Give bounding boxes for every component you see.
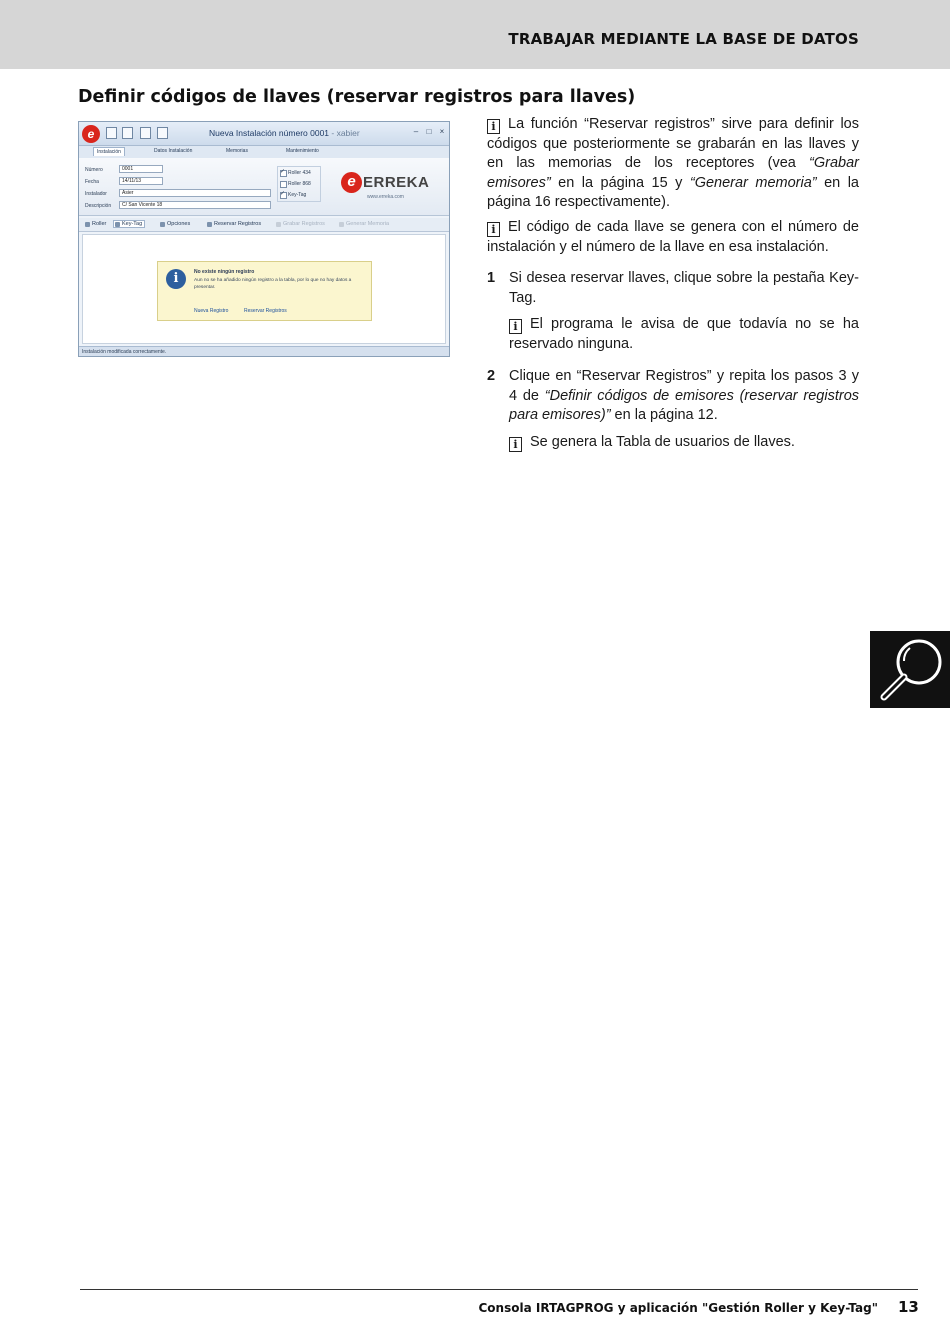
field-numero: 0001: [119, 165, 163, 173]
step-1-text: Si desea reservar llaves, clique sobre la pestaña Key-Tag.: [509, 270, 859, 306]
device-checkboxes: [277, 166, 321, 202]
note1-text: La función “Reservar registros” sirve para definir los códigos que posteriormente se grabarán en las llaves y en las memorias de los receptores (vea: [487, 116, 859, 171]
clipboard-icon: [157, 127, 168, 139]
status-bar: [79, 346, 449, 356]
app-logo-icon: e: [82, 125, 100, 143]
field-label-numero: Número: [85, 167, 103, 173]
note1-text-middle: en la página 15 y: [550, 174, 690, 191]
footer-text: Consola IRTAGPROG y aplicación "Gestión Roller y Key-Tag": [478, 1301, 878, 1315]
maximize-icon: □: [426, 127, 432, 136]
ref-generar-memoria: “Generar memoria”: [689, 174, 817, 191]
info-icon: i: [509, 437, 522, 452]
empty-table-message: [157, 261, 372, 321]
brand-name: ERREKA: [363, 174, 430, 191]
step-1-note: [509, 315, 859, 354]
minimize-icon: –: [413, 127, 419, 136]
window-toolbar: [79, 218, 449, 232]
side-tab: [870, 631, 950, 708]
checkbox-roller-434: Roller 434 ✓: [280, 170, 311, 176]
magnifier-icon: [870, 631, 950, 708]
toolbar-reservar-registros: Reservar Registros: [207, 221, 261, 227]
step-2-text: [509, 367, 859, 426]
link-reservar-registros: Reservar Registros: [244, 308, 287, 314]
tab-datos-instalacion: Datos Instalación: [154, 148, 193, 154]
toolbar-key-tag: Key-Tag: [113, 220, 145, 228]
link-nuevo-registro: Nueva Registro: [194, 308, 229, 314]
ref-definir-codigos-emisores: “Definir códigos de emisores (reservar registros para emisores)”: [509, 387, 860, 423]
tools-icon: [106, 127, 117, 139]
erreka-brand: [341, 168, 441, 202]
window-content: [82, 234, 446, 344]
erreka-logo-icon: e: [341, 172, 362, 193]
note-codigo-llave: [487, 218, 859, 257]
brand-url: www.erreka.com: [367, 194, 404, 200]
step-number: 1: [487, 270, 496, 286]
close-icon: ×: [439, 127, 445, 136]
checkbox-roller-868: Roller 868: [280, 181, 311, 187]
message-text: Aun no se ha añadido ningún registro a la tabla, por lo que no hay datos a presentar.: [194, 278, 352, 290]
page-number: 13: [898, 1298, 919, 1316]
step-1-note-text: El programa le avisa de que todavía no se ha reservado ninguna.: [509, 316, 859, 352]
toolbar-opciones: Opciones: [160, 221, 190, 227]
ref-grabar-emisores: “Grabar emisores”: [487, 155, 859, 191]
field-fecha: 14/11/13: [119, 177, 163, 185]
window-title-user: - xabier: [329, 128, 360, 138]
info-icon: i: [487, 119, 500, 134]
message-title: No existe ningún registro: [194, 269, 255, 275]
window-title-main: Nueva Instalación número 0001: [209, 128, 330, 138]
running-title: TRABAJAR MEDIANTE LA BASE DE DATOS: [508, 30, 859, 48]
step-2-note: [509, 433, 859, 453]
section-title: Definir códigos de llaves (reservar registros para llaves): [78, 87, 636, 107]
field-label-instalador: Instalador: [85, 191, 107, 197]
window-title: [209, 128, 360, 138]
info-icon: i: [509, 319, 522, 334]
app-screenshot: [78, 121, 450, 357]
note2-text: El código de cada llave se genera con el número de instalación y el número de la llave en esa instalación.: [487, 219, 859, 255]
step-2-text-end: en la página 12.: [610, 407, 718, 423]
window-tabs: [79, 146, 449, 158]
search-icon: [140, 127, 151, 139]
step-2-text-start: Clique en “Reservar Registros” y repita los pasos 3 y 4 de: [509, 368, 859, 404]
field-instalador: Asier: [119, 189, 271, 197]
tab-memorias: Memorias: [226, 148, 248, 154]
field-label-fecha: Fecha: [85, 179, 99, 185]
save-icon: [122, 127, 133, 139]
field-label-descripcion: Descripción: [85, 203, 112, 209]
footer-rule: [80, 1289, 918, 1290]
toolbar-roller: Roller: [85, 221, 106, 227]
tab-mantenimiento: Mantenimiento: [286, 148, 319, 154]
step-2-note-text: Se genera la Tabla de usuarios de llaves.: [530, 433, 795, 450]
toolbar-generar-memoria: Generar Memoria: [339, 221, 389, 227]
window-titlebar: [79, 122, 449, 146]
checkbox-key-tag: Key-Tag ✓: [280, 192, 306, 198]
step-2: [487, 367, 859, 452]
note-reservar-registros: [487, 115, 859, 213]
info-icon: i: [166, 269, 186, 289]
status-text: Instalación modificada correctamente.: [82, 349, 167, 355]
tab-instalacion: Instalación: [93, 147, 125, 156]
field-descripcion: C/ San Vicente 18: [119, 201, 271, 209]
note1-text-end: en la página 16 respectivamente).: [487, 174, 859, 210]
step-1: [487, 269, 859, 354]
info-icon: i: [487, 222, 500, 237]
installation-ribbon: [79, 158, 449, 216]
toolbar-grabar-registros: Grabar Registros: [276, 221, 325, 227]
step-number: 2: [487, 368, 496, 384]
